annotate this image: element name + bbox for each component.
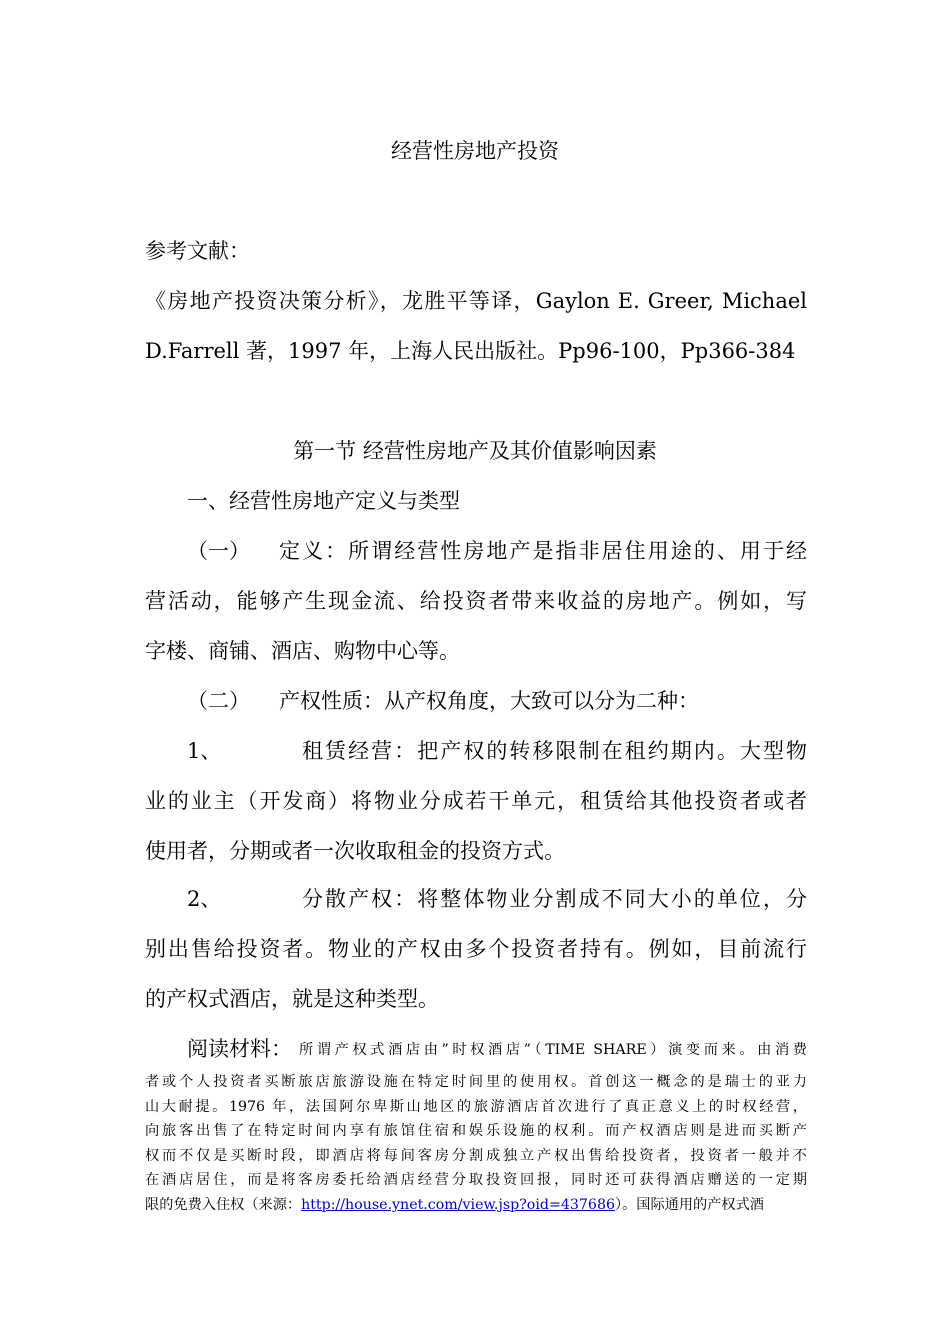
reading-line-7 bbox=[145, 1195, 764, 1215]
item-1-line-1: 租赁经营：把产权的转移限制在租约期内。大型物 bbox=[302, 739, 807, 763]
references-heading: 参考文献： bbox=[145, 239, 250, 263]
definition-line-1: 定义：所谓经营性房地产是指非居住用途的、用于经 bbox=[279, 539, 807, 563]
source-link[interactable]: http://house.ynet.com/view.jsp?oid=437686 bbox=[301, 1197, 616, 1213]
definition-line-3: 字楼、商铺、酒店、购物中心等。 bbox=[145, 639, 460, 663]
reading-line-3: 山大耐提。1976 年，法国阿尔卑斯山地区的旅游酒店首次进行了真正意义上的时权经营， bbox=[145, 1099, 807, 1115]
reading-line-7-prefix: 限的免费入住权（来源： bbox=[145, 1197, 302, 1213]
property-rights-text: 产权性质：从产权角度，大致可以分为二种： bbox=[279, 689, 699, 713]
document-title: 经营性房地产投资 bbox=[391, 139, 559, 163]
item-2-number: 2、 bbox=[187, 887, 222, 911]
item-2-line-2: 别出售给投资者。物业的产权由多个投资者持有。例如，目前流行 bbox=[145, 937, 807, 961]
item-1-line-3: 使用者，分期或者一次收取租金的投资方式。 bbox=[145, 839, 565, 863]
reading-line-7-suffix: ）。国际通用的产权式酒 bbox=[615, 1197, 764, 1213]
reading-line-2: 者或个人投资者买断旅店旅游设施在特定时间里的使用权。首创这一概念的是瑞士的亚力 bbox=[145, 1074, 807, 1090]
reading-line-5: 权而不仅是买断时段，即酒店将每间客房分割成独立产权出售给投资者，投资者一般并不 bbox=[145, 1148, 807, 1164]
reading-line-4: 向旅客出售了在特定时间内享有旅馆住宿和娱乐设施的权利。而产权酒店则是进而买断产 bbox=[145, 1123, 807, 1139]
item-1-number: 1、 bbox=[187, 739, 222, 763]
item-2-line-3: 的产权式酒店，就是这种类型。 bbox=[145, 987, 439, 1011]
reference-line-1: 《房地产投资决策分析》，龙胜平等译，Gaylon E. Greer, Michael bbox=[145, 289, 807, 313]
item-1-line-2: 业的业主（开发商）将物业分成若干单元，租赁给其他投资者或者 bbox=[145, 789, 807, 813]
reading-line-6: 在酒店居住，而是将客房委托给酒店经营分取投资回报，同时还可获得酒店赠送的一定期 bbox=[145, 1172, 807, 1188]
subsection-heading: 一、经营性房地产定义与类型 bbox=[187, 489, 460, 513]
definition-line-2: 营活动，能够产生现金流、给投资者带来收益的房地产。例如，写 bbox=[145, 589, 807, 613]
definition-label: （一） bbox=[187, 539, 250, 563]
reading-label: 阅读材料： bbox=[187, 1037, 292, 1061]
section-heading: 第一节 经营性房地产及其价值影响因素 bbox=[293, 439, 657, 463]
reading-line-1: 所谓产权式酒店由”时权酒店”（TIME SHARE）演变而来。由消费 bbox=[299, 1042, 807, 1058]
item-2-line-1: 分散产权：将整体物业分割成不同大小的单位，分 bbox=[302, 887, 807, 911]
reference-line-2: D.Farrell 著，1997 年，上海人民出版社。Pp96-100，Pp366-384 bbox=[145, 339, 796, 363]
property-rights-label: （二） bbox=[187, 689, 250, 713]
